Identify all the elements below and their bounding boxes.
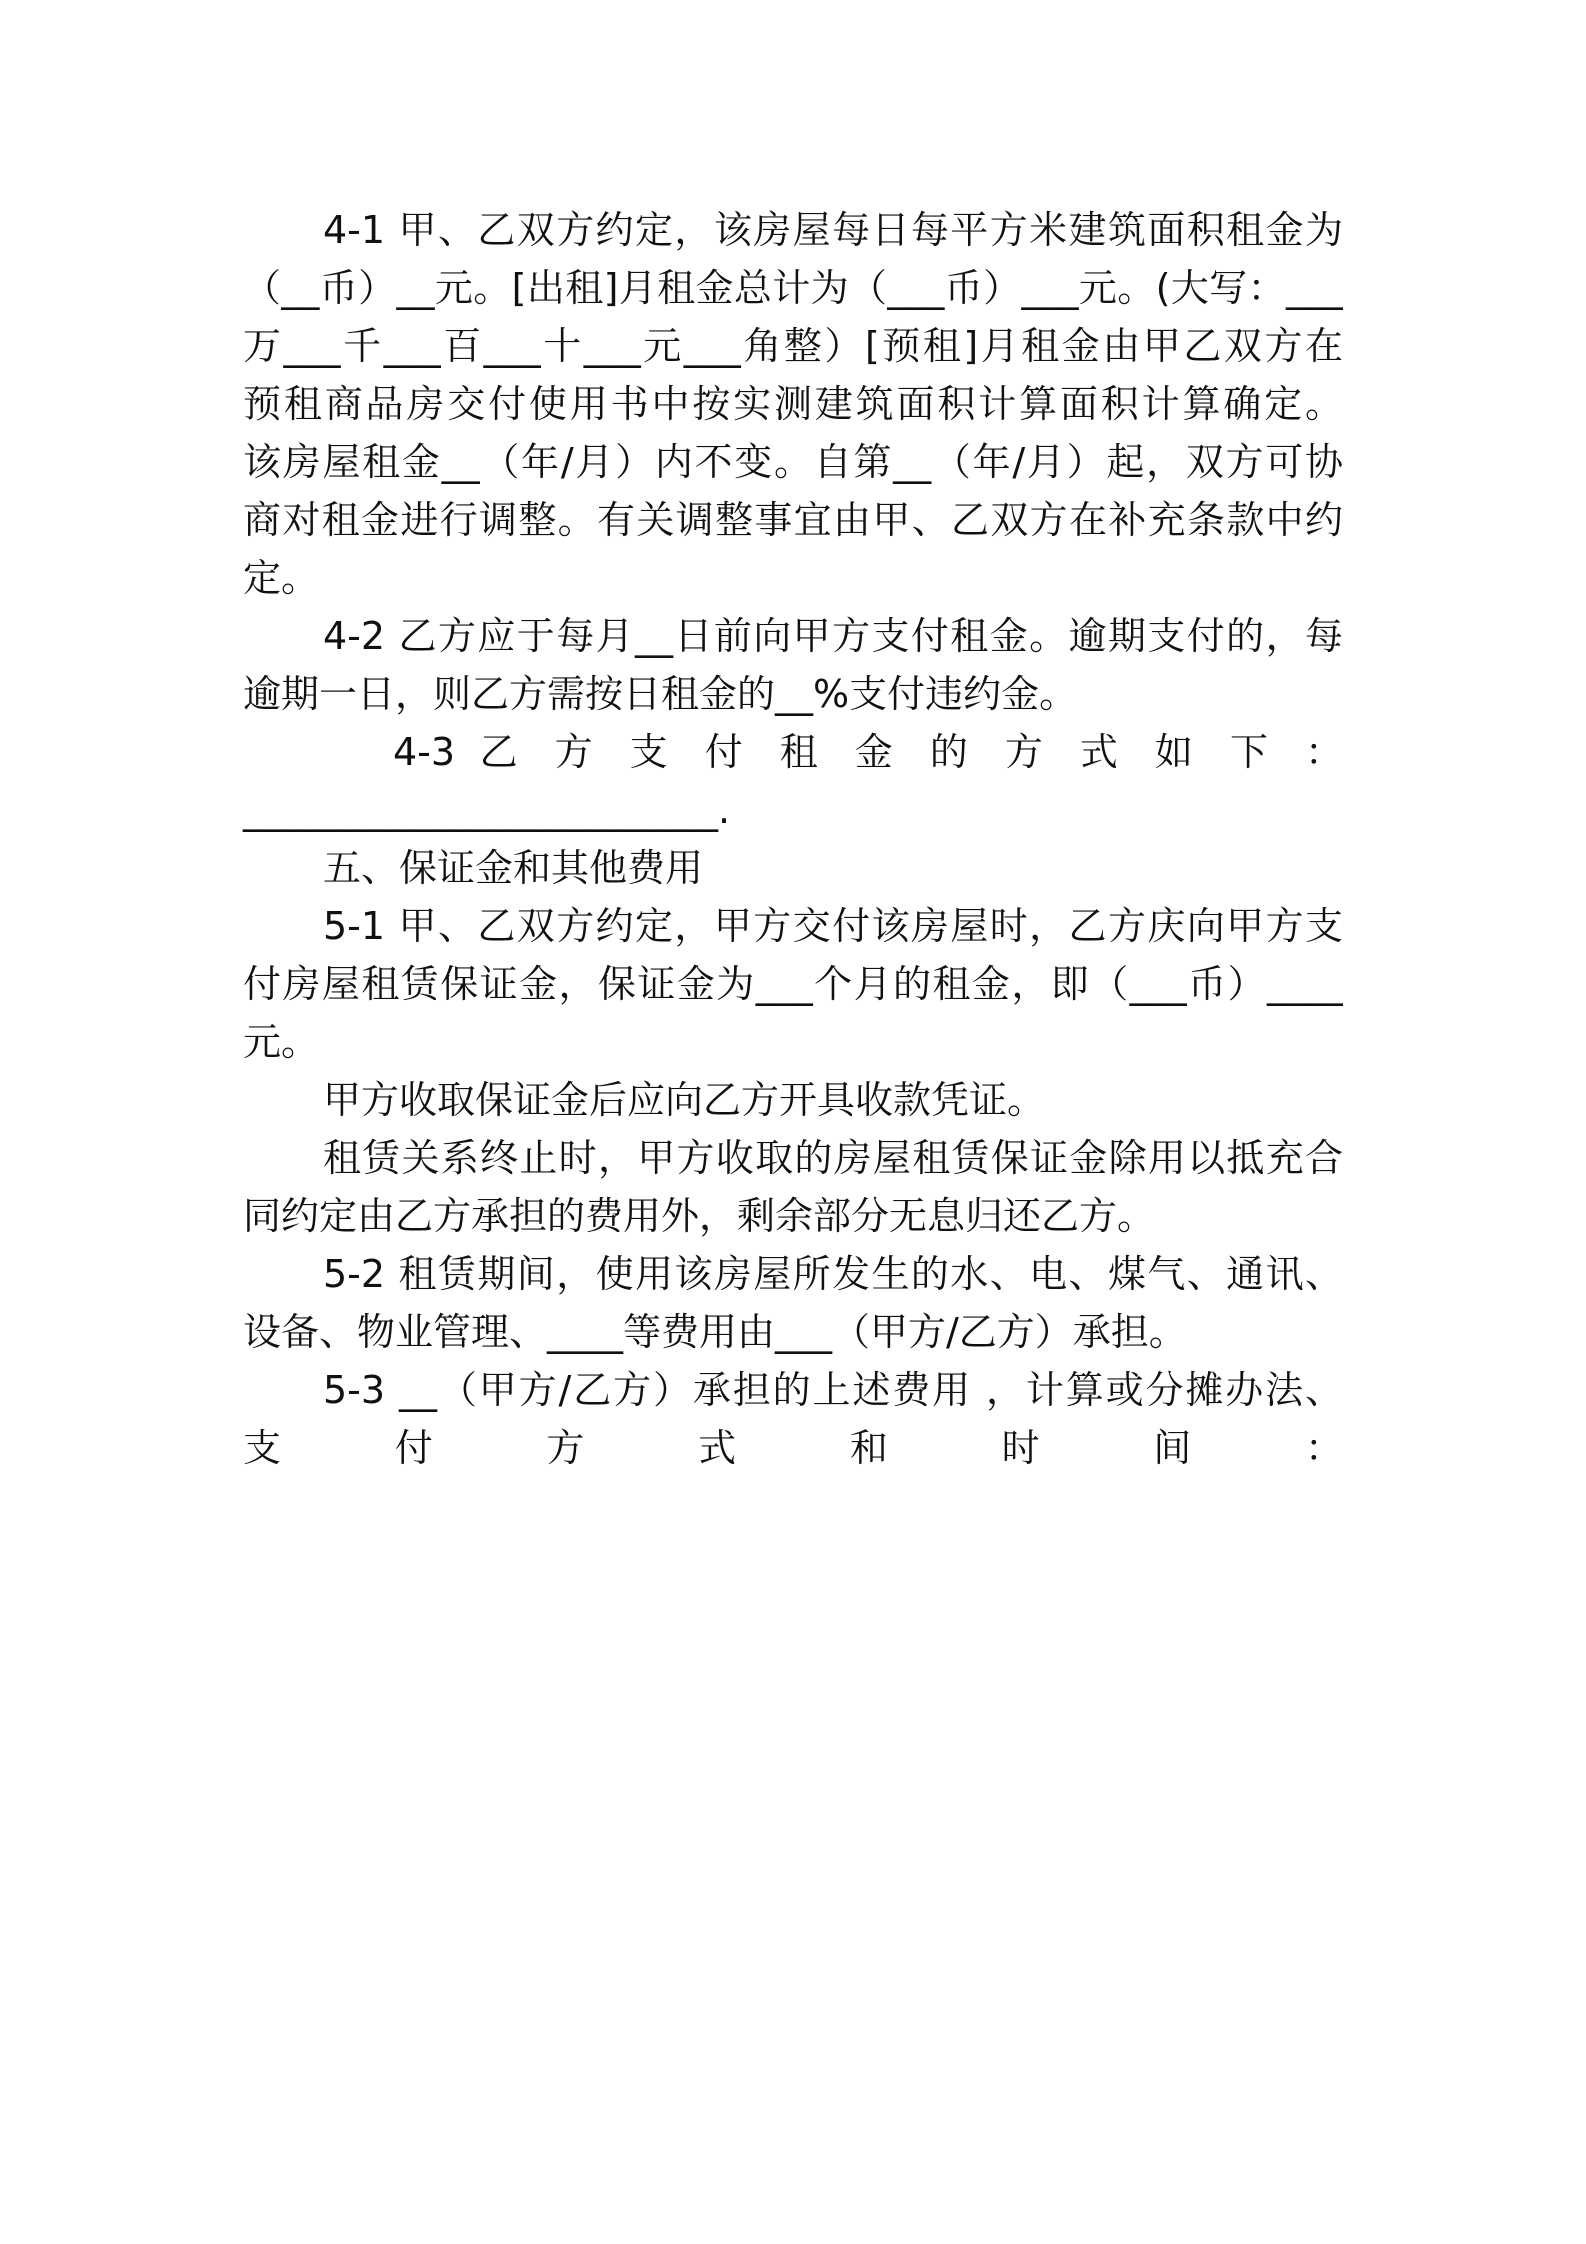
section-5-heading: 五、保证金和其他费用 [323,846,704,890]
clause-4-1-line-2: （__币）__元。[出租]月租金总计为（___币）___元。(大写：___ [243,266,1343,310]
clause-5-1-line-3: 元。 [243,1020,320,1064]
deposit-return-line-2: 同约定由乙方承担的费用外，剩余部分无息归还乙方。 [243,1194,1156,1238]
clause-5-3-line-1: 5-3 __（甲方/乙方）承担的上述费用 ，计算或分摊办法、 [323,1368,1343,1412]
clause-4-2-line-1: 4-2 乙方应于每月__日前向甲方支付租金。逾期支付的，每 [323,614,1343,658]
clause-4-3-blank-line: _________________________. [243,788,731,832]
clause-4-1-line-3: 万___千___百___十___元___角整）[预租]月租金由甲乙双方在 [243,324,1343,368]
clause-5-1-line-2: 付房屋租赁保证金，保证金为___个月的租金，即（___币）____ [243,962,1343,1006]
clause-4-1-line-6: 商对租金进行调整。有关调整事宜由甲、乙双方在补充条款中约 [243,498,1343,542]
clause-5-2-line-1: 5-2 租赁期间，使用该房屋所发生的水、电、煤气、通讯、 [323,1252,1343,1296]
clause-5-3-line-2: 支 付 方 式 和 时 间 ： [243,1426,1343,1470]
deposit-receipt-line: 甲方收取保证金后应向乙方开具收款凭证。 [323,1078,1046,1122]
clause-4-1-line-1: 4-1 甲、乙双方约定，该房屋每日每平方米建筑面积租金为 [323,208,1343,252]
deposit-return-line-1: 租赁关系终止时，甲方收取的房屋租赁保证金除用以抵充合 [323,1136,1343,1180]
clause-4-1-line-5: 该房屋租金__（年/月）内不变。自第__（年/月）起，双方可协 [243,440,1343,484]
clause-4-1-line-4: 预租商品房交付使用书中按实测建筑面积计算面积计算确定。 [243,382,1343,426]
clause-4-2-line-2: 逾期一日，则乙方需按日租金的__%支付违约金。 [243,672,1078,716]
clause-4-3-line-1: 4-3 乙 方 支 付 租 金 的 方 式 如 下 ： [393,730,1343,774]
clause-5-2-line-2: 设备、物业管理、____等费用由___（甲方/乙方）承担。 [243,1310,1187,1354]
clause-4-1-line-7: 定。 [243,556,320,600]
clause-5-1-line-1: 5-1 甲、乙双方约定，甲方交付该房屋时，乙方庆向甲方支 [323,904,1343,948]
